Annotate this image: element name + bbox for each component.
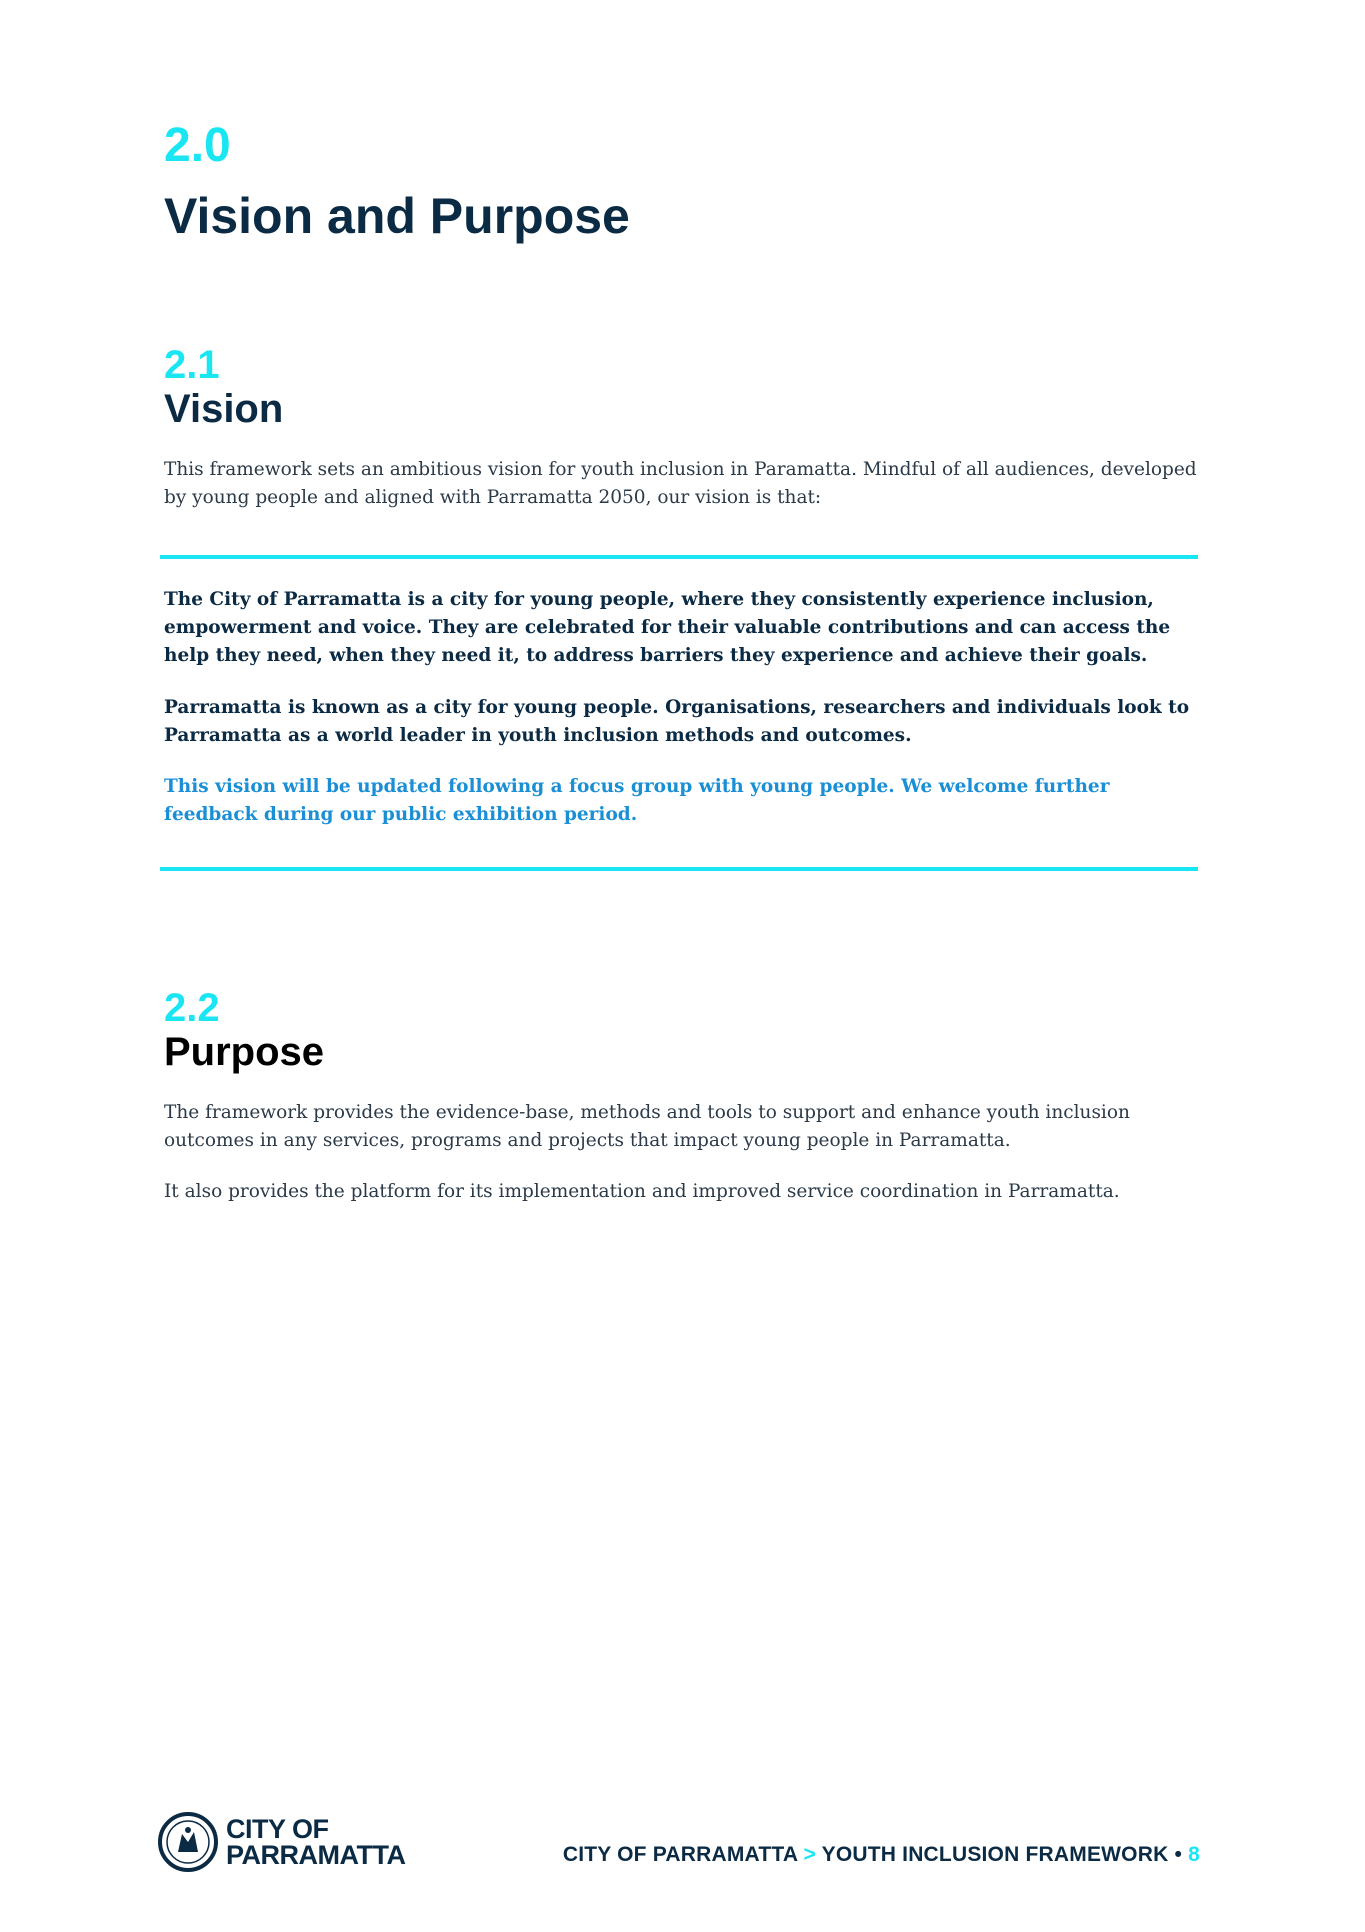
footer-doc-title: YOUTH INCLUSION FRAMEWORK <box>821 1843 1169 1866</box>
running-footer <box>563 1843 1200 1867</box>
vision-heading: Vision <box>164 387 284 431</box>
footer-separator: > <box>803 1843 816 1866</box>
logo-line: PARRAMATTA <box>226 1840 406 1870</box>
vision-statement-paragraph: Parramatta is known as a city for young people. Organisations, researchers and individuals look to Parramatta as a world leader in youth inclusion methods and outcomes. <box>164 697 1190 746</box>
purpose-paragraph: It also provides the platform for its implementation and improved service coordination in Parramatta. <box>164 1181 1120 1202</box>
vision-intro-paragraph: This framework sets an ambitious vision for youth inclusion in Paramatta. Mindful of all audiences, developed by young people and aligned with Parramatta 2050, our vision is that: <box>164 459 1197 508</box>
vision-statement-paragraph: The City of Parramatta is a city for young people, where they consistently experience inclusion, empowerment and voice. They are celebrated for their valuable contributions and can access the help they need, when they need it, to address barriers they experience and achieve their goals. <box>164 589 1171 666</box>
vision-update-note: This vision will be updated following a focus group with young people. We welcome further feedback during our public exhibition period. <box>164 776 1110 825</box>
section-number: 2.0 <box>164 119 231 172</box>
page-number: 8 <box>1188 1843 1200 1866</box>
city-logo <box>158 1812 405 1872</box>
footer-bullet: • <box>1174 1843 1183 1866</box>
city-logo-wordmark <box>226 1816 405 1868</box>
footer-org: CITY OF PARRAMATTA <box>562 1843 798 1866</box>
vision-bottom-divider <box>160 867 1198 871</box>
purpose-heading: Purpose <box>164 1030 325 1074</box>
logo-line: CITY OF <box>226 1814 329 1844</box>
vision-top-divider <box>160 555 1198 559</box>
page-title: Vision and Purpose <box>164 188 630 244</box>
city-seal-icon <box>158 1812 218 1872</box>
vision-section-number: 2.1 <box>164 343 220 387</box>
purpose-paragraph: The framework provides the evidence-base, methods and tools to support and enhance youth inclusion outcomes in any services, programs and projects that impact young people in Parramatta. <box>164 1102 1130 1151</box>
purpose-section-number: 2.2 <box>164 986 220 1030</box>
